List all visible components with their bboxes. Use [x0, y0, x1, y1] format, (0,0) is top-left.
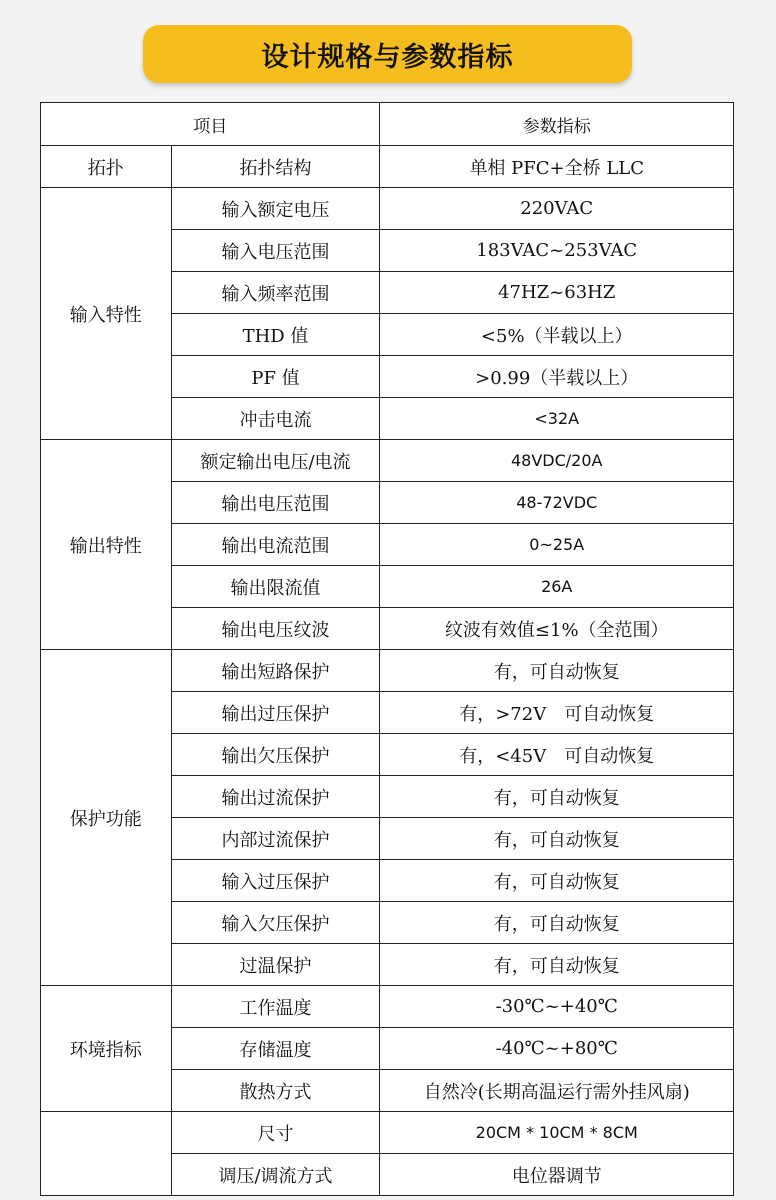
row-item: 输出过流保护	[171, 776, 380, 818]
row-value: 单相 PFC+全桥 LLC	[380, 146, 734, 188]
group-other	[41, 1112, 172, 1196]
row-value: 26A	[380, 566, 734, 608]
group-topology: 拓扑	[41, 146, 172, 188]
row-value: -40℃~+80℃	[380, 1028, 734, 1070]
row-item: 输入电压范围	[171, 230, 380, 272]
row-value: 有，可自动恢复	[380, 818, 734, 860]
row-value: 有，可自动恢复	[380, 860, 734, 902]
row-value: 48VDC/20A	[380, 440, 734, 482]
row-item: 内部过流保护	[171, 818, 380, 860]
row-item: 输出电压纹波	[171, 608, 380, 650]
spec-table	[40, 102, 734, 1196]
table-row	[41, 440, 734, 482]
row-value: <32A	[380, 398, 734, 440]
row-value: 有，>72V 可自动恢复	[380, 692, 734, 734]
row-value: 有，可自动恢复	[380, 650, 734, 692]
row-item: 拓扑结构	[171, 146, 380, 188]
row-item: 冲击电流	[171, 398, 380, 440]
row-value: 自然冷(长期高温运行需外挂风扇)	[380, 1070, 734, 1112]
row-item: 输出欠压保护	[171, 734, 380, 776]
row-item: 输入额定电压	[171, 188, 380, 230]
row-item: 存储温度	[171, 1028, 380, 1070]
table-row	[41, 986, 734, 1028]
row-item: PF 值	[171, 356, 380, 398]
row-value: <5%（半载以上）	[380, 314, 734, 356]
row-item: 输出电压范围	[171, 482, 380, 524]
row-item: 尺寸	[171, 1112, 380, 1154]
row-item: 输出限流值	[171, 566, 380, 608]
row-value: -30℃~+40℃	[380, 986, 734, 1028]
row-item: 输入频率范围	[171, 272, 380, 314]
row-item: 额定输出电压/电流	[171, 440, 380, 482]
table-row	[41, 146, 734, 188]
row-value: 电位器调节	[380, 1154, 734, 1196]
row-value: 有，可自动恢复	[380, 902, 734, 944]
row-value: 有，可自动恢复	[380, 944, 734, 986]
row-item: 工作温度	[171, 986, 380, 1028]
row-item: 输出短路保护	[171, 650, 380, 692]
row-value: 47HZ~63HZ	[380, 272, 734, 314]
row-value: 183VAC~253VAC	[380, 230, 734, 272]
header-item: 项目	[41, 103, 380, 146]
row-item: 过温保护	[171, 944, 380, 986]
group-environment: 环境指标	[41, 986, 172, 1112]
group-input: 输入特性	[41, 188, 172, 440]
table-row	[41, 1112, 734, 1154]
row-value: 有，可自动恢复	[380, 776, 734, 818]
row-item: 输出过压保护	[171, 692, 380, 734]
row-item: 输入欠压保护	[171, 902, 380, 944]
row-item: 调压/调流方式	[171, 1154, 380, 1196]
header-param: 参数指标	[380, 103, 734, 146]
row-value: 20CM * 10CM * 8CM	[380, 1112, 734, 1154]
row-item: 散热方式	[171, 1070, 380, 1112]
row-value: 48-72VDC	[380, 482, 734, 524]
page-title: 设计规格与参数指标	[143, 25, 632, 83]
table-header-row	[41, 103, 734, 146]
row-item: 输入过压保护	[171, 860, 380, 902]
group-output: 输出特性	[41, 440, 172, 650]
row-value: 0~25A	[380, 524, 734, 566]
row-value: 220VAC	[380, 188, 734, 230]
group-protection: 保护功能	[41, 650, 172, 986]
row-item: 输出电流范围	[171, 524, 380, 566]
table-row	[41, 650, 734, 692]
table-row	[41, 188, 734, 230]
row-value: 纹波有效值≤1%（全范围）	[380, 608, 734, 650]
row-value: >0.99（半载以上）	[380, 356, 734, 398]
row-value: 有，<45V 可自动恢复	[380, 734, 734, 776]
row-item: THD 值	[171, 314, 380, 356]
